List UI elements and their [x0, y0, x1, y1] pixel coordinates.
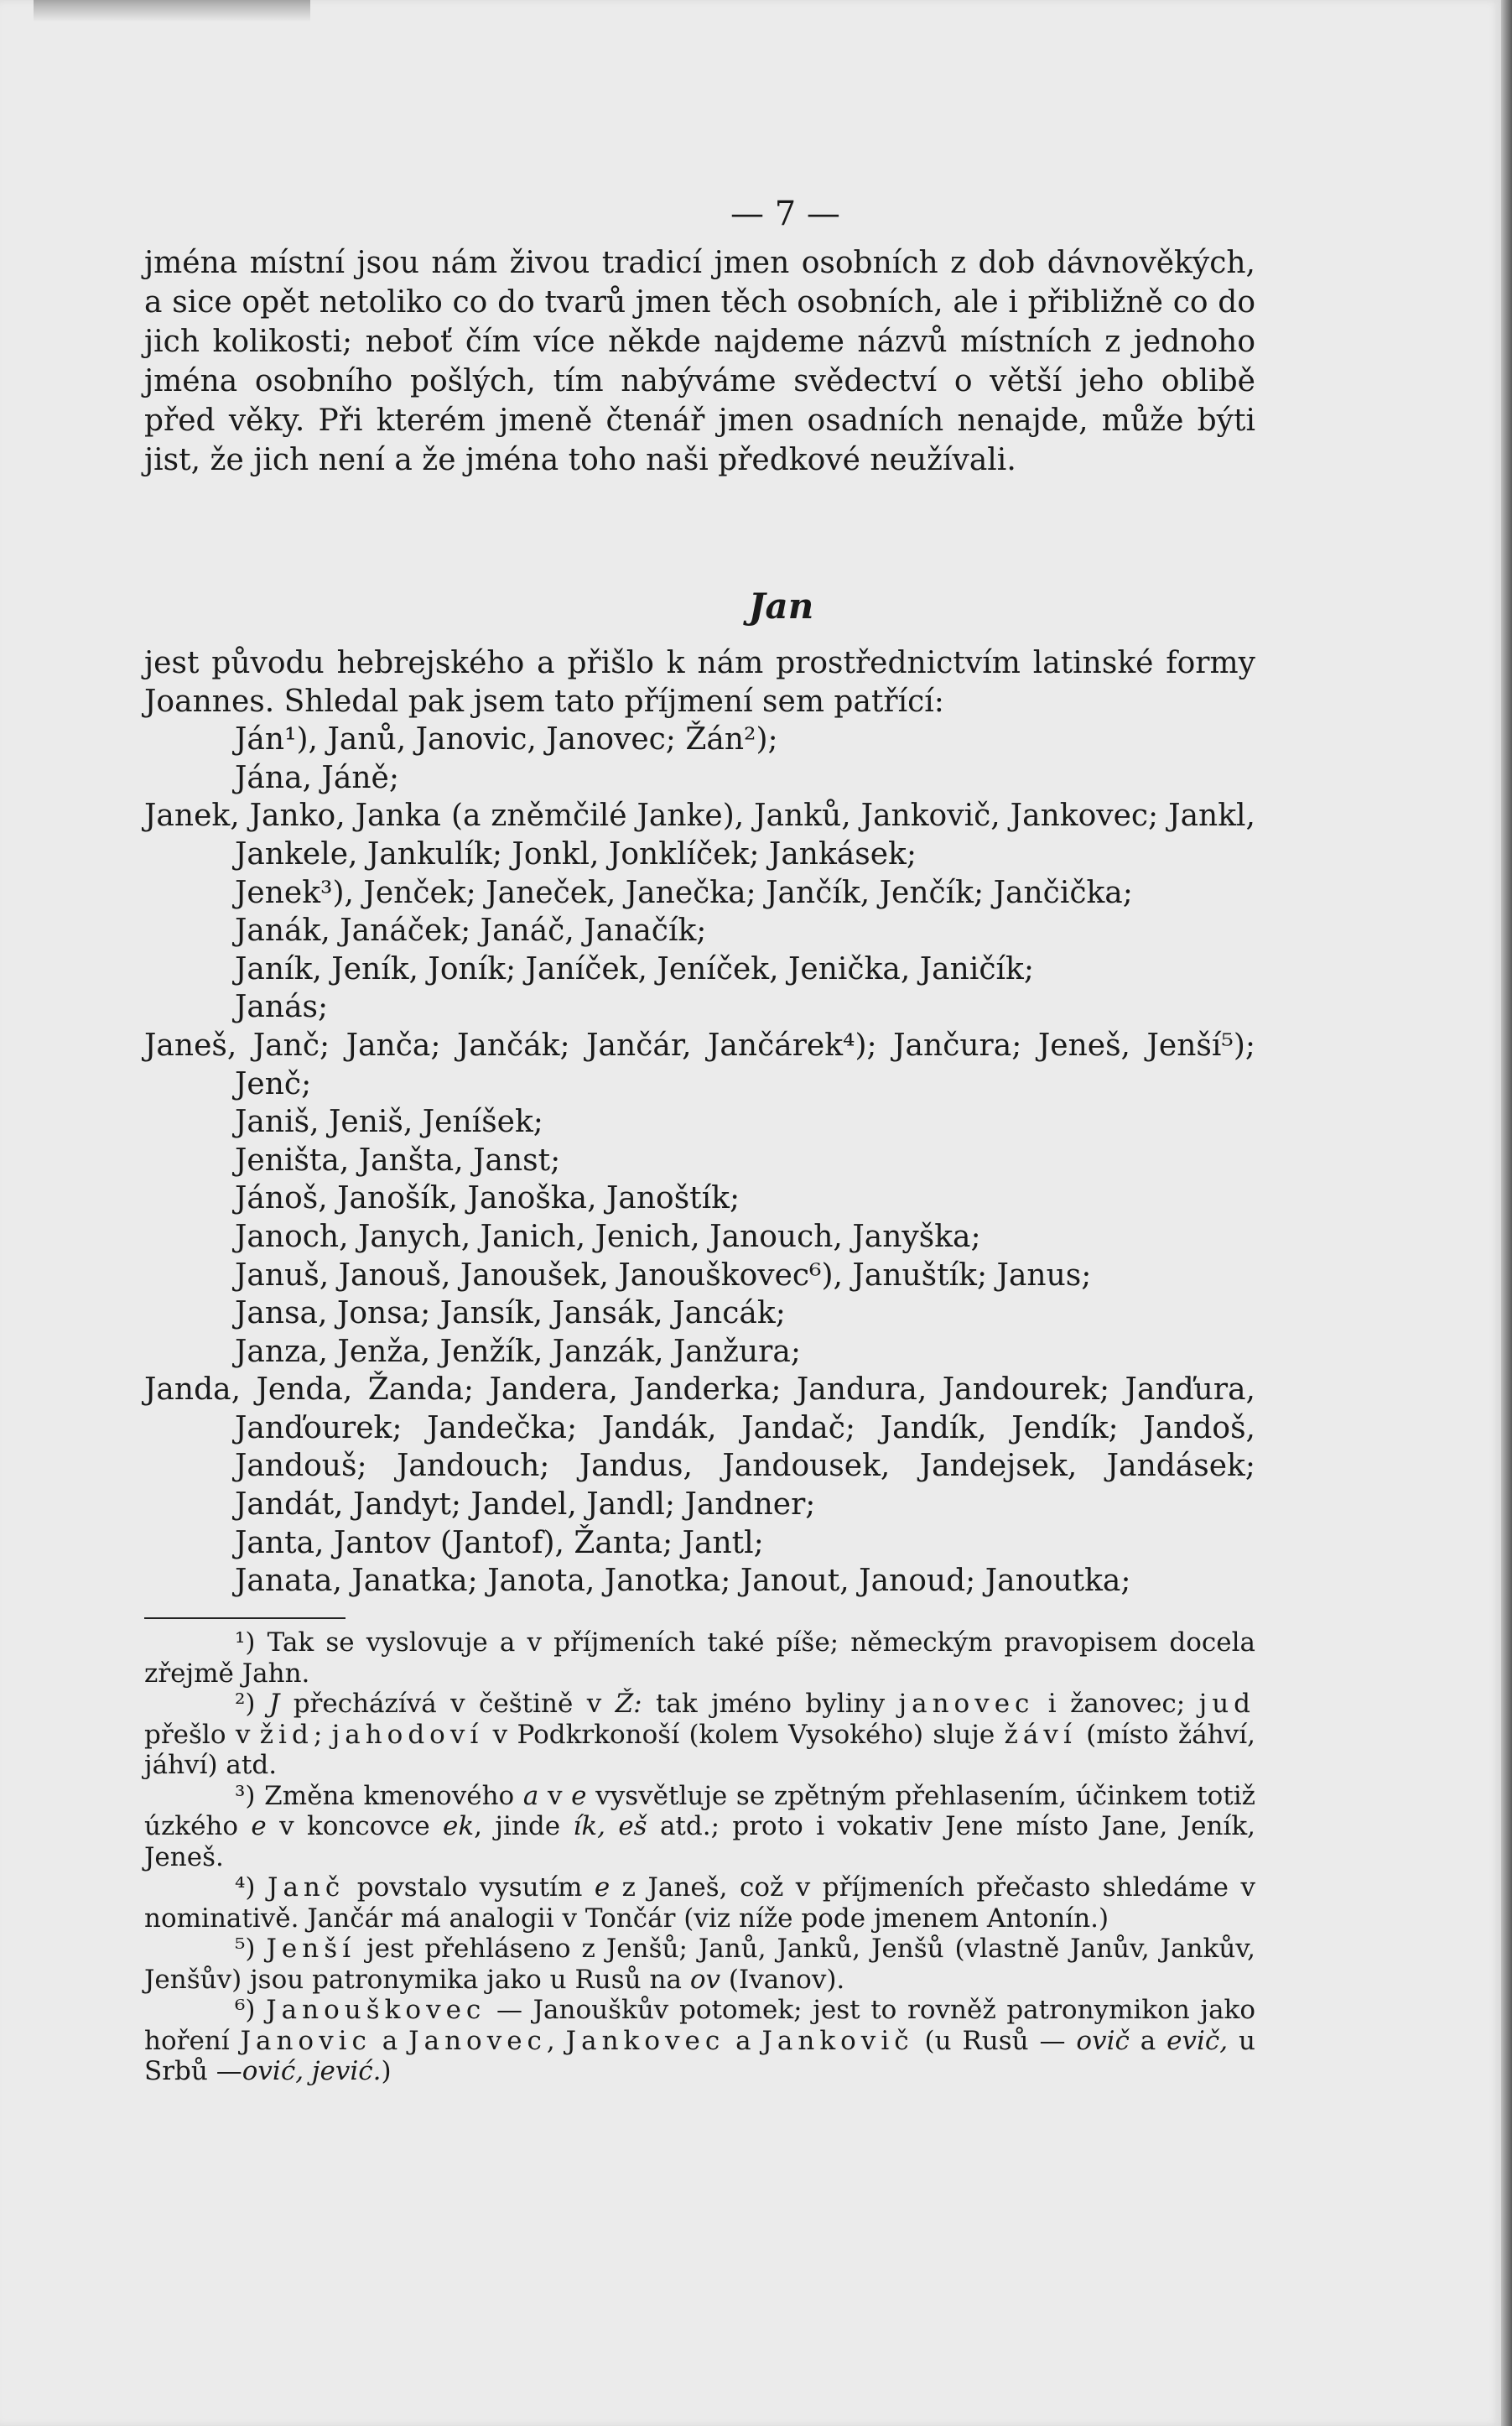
section-heading — [0, 586, 1512, 627]
fn6-span: Janovec — [408, 2025, 547, 2056]
fn5-span: jest přehláseno z Jenšů; Janů, Janků, Jenšů (vlastně Janův, Jankův, Jenšův) jsou patronymika jako u Rusů na — [144, 1934, 1255, 1995]
footnote-2 — [144, 1689, 1255, 1781]
fn4-span: Janč — [268, 1872, 346, 1903]
fn6-span: a — [371, 2025, 409, 2056]
name-lines — [144, 721, 1255, 1601]
fn2-span: žáví — [1004, 1719, 1077, 1750]
fn2-span: tak jméno byliny — [642, 1689, 899, 1719]
intro-paragraph — [144, 243, 1255, 480]
fn2-span: janovec — [898, 1689, 1035, 1719]
fn3-span: v koncovce — [266, 1811, 444, 1841]
fn4-span: povstalo vysutím — [345, 1872, 595, 1903]
fn4-span: ⁴) — [235, 1872, 268, 1903]
fn6-span: ) — [381, 2056, 392, 2086]
fn3-span: , jinde — [474, 1811, 574, 1841]
fn2-span: ; — [1176, 1689, 1199, 1719]
footnote-4 — [144, 1872, 1255, 1934]
name-line: Janta, Jantov (Jantof), Žanta; Jantl; — [235, 1525, 764, 1560]
name-line: Janoch, Janych, Janich, Jenich, Janouch, Janyška; — [235, 1219, 981, 1254]
fn2-span: žid — [259, 1719, 314, 1750]
fn4-span: z Janeš, což v příjmeních přečasto shledáme v nominativě. Jančár má analogii v Tončár (viz níže pode jmenem Antonín.) — [144, 1872, 1255, 1934]
fn5-span: ov — [689, 1964, 720, 1995]
scan-smudge — [34, 0, 310, 22]
footnote-rule — [144, 1617, 346, 1619]
fn5-span: Jenší — [266, 1934, 356, 1964]
fn3-span: ³) Změna kmenového — [235, 1780, 523, 1811]
fn3-span: ík, eš — [573, 1811, 647, 1841]
name-line: Januš, Janouš, Janoušek, Janouškovec⁶), Januštík; Janus; — [235, 1257, 1092, 1293]
fn2-span: i — [1034, 1689, 1071, 1719]
footnote-3 — [144, 1781, 1255, 1873]
footnote-6 — [144, 1995, 1255, 2087]
page-number-text: — 7 — — [730, 195, 840, 233]
name-line: Ján¹), Janů, Janovic, Janovec; Žán²); — [235, 722, 778, 757]
fn3-span: vysvětluje se zpětným přehlasením, účinkem totiž úzkého — [144, 1780, 1255, 1841]
fn2-span: (místo žáhví, jáhví) atd. — [144, 1719, 1255, 1780]
fn3-span: atd.; proto i vokativ Jene místo Jane, Jeník, Jeneš. — [144, 1811, 1255, 1872]
names-section — [144, 644, 1255, 1601]
footnote-2-mark: ²) — [235, 1689, 269, 1719]
intro-text: jména místní jsou nám živou tradicí jmen osobních z dob dávnověkých, a sice opět netoliko co do tvarů jmen těch osobních, ale i přibližně co do jich kolikosti; neboť čím více někde najdeme názvů místních z jednoho jména osobního pošlých, tím nabýváme svědectví o větší jeho oblibě před věky. Při kterém jmeně čtenář jmen osadních nenajde, může býti jist, že jich není a že jména toho naši předkové neužívali. — [144, 246, 1255, 477]
fn6-span: Jankovec — [565, 2025, 725, 2056]
fn6-span: a — [1129, 2025, 1167, 2056]
fn6-span: , — [546, 2025, 566, 2056]
fn6-span: ović, jević. — [242, 2056, 382, 2086]
footnote-1 — [144, 1627, 1255, 1689]
fn6-span: Jankovič — [761, 2025, 914, 2056]
fn2-span: přecházívá v češtině v — [279, 1689, 616, 1719]
fn3-span: e — [571, 1780, 587, 1811]
name-line: Janás; — [235, 990, 329, 1025]
name-line: Janza, Jenža, Jenžík, Janzák, Janžura; — [235, 1334, 801, 1369]
fn3-span: e — [251, 1811, 267, 1841]
fn2-span: přešlo v — [144, 1719, 260, 1750]
fn2-span: žanovec — [1070, 1689, 1177, 1719]
name-line: Janek, Janko, Janka (a zněmčilé Janke), Janků, Jankovič, Jankovec; Jankl, Jankele, Jankulík; Jonkl, Jonklíček; Jankásek; — [144, 799, 1255, 872]
page-number — [0, 195, 1512, 233]
footnote-1-text: ¹) Tak se vyslovuje a v příjmeních také píše; německým pravopisem docela zřejmě Jahn. — [144, 1627, 1255, 1689]
fn6-span: (u Rusů — — [913, 2025, 1077, 2056]
fn6-span: — Janouškův potomek; jest to rovněž patronymikon jako hoření — [144, 1995, 1255, 2056]
name-line: Jána, Jáně; — [235, 760, 399, 795]
name-line: Jenek³), Jenček; Janeček, Janečka; Jančík, Jenčík; Jančička; — [235, 875, 1133, 910]
fn2-span: jud — [1198, 1689, 1256, 1719]
fn2-span: ; — [313, 1719, 332, 1750]
name-line: Janák, Janáček; Janáč, Janačík; — [235, 914, 707, 949]
fn6-span: evič, — [1166, 2025, 1229, 2056]
fn6-span: u Srbů — — [144, 2025, 1255, 2086]
fn2-span: v Podkrkonoší (kolem Vysokého) sluje — [483, 1719, 1005, 1750]
page-edge-shadow — [1501, 0, 1512, 2426]
section-intro: jest původu hebrejského a přišlo k nám prostřednictvím latinské formy Joannes. Shledal pak jsem tato příjmení sem patřící: — [144, 646, 1255, 719]
footnotes — [144, 1627, 1255, 2087]
fn6-span: a — [725, 2025, 762, 2056]
fn4-span: e — [594, 1872, 611, 1903]
name-line: Janík, Jeník, Joník; Janíček, Jeníček, Jenička, Janičík; — [235, 951, 1034, 987]
name-line: Janeš, Janč; Janča; Jančák; Jančár, Jančárek⁴); Jančura; Jeneš, Jenší⁵); Jenč; — [144, 1028, 1255, 1101]
fn6-span: Janovic — [240, 2025, 372, 2056]
name-line: Janiš, Jeniš, Jeníšek; — [235, 1105, 543, 1140]
fn2-span: jahodoví — [331, 1719, 484, 1750]
name-line: Jansa, Jonsa; Jansík, Jansák, Jancák; — [235, 1296, 786, 1331]
fn5-span: ⁵) — [235, 1934, 267, 1964]
fn3-span: a — [522, 1780, 539, 1811]
fn3-span: v — [538, 1780, 572, 1811]
name-line: Jeništa, Janšta, Janst; — [235, 1143, 561, 1178]
fn5-span: (Ivanov). — [720, 1964, 845, 1995]
fn6-span: ⁶) — [235, 1995, 267, 2025]
footnote-5 — [144, 1934, 1255, 1995]
name-line: Janda, Jenda, Žanda; Jandera, Janderka; Jandura, Jandourek; Janďura, Janďourek; Jandečka; Jandák, Jandač; Jandík, Jendík; Jandoš, Jandouš; Jandouch; Jandus, Jandousek, Jandejsek, Jandásek; Jandát, Jandyt; Jandel, Jandl; Jandner; — [144, 1372, 1255, 1523]
name-line: Jánoš, Janošík, Janoška, Janoštík; — [235, 1181, 740, 1216]
fn3-span: ek — [443, 1811, 475, 1841]
fn2-span: Ž: — [615, 1689, 642, 1719]
fn2-span: J — [268, 1689, 280, 1719]
name-line: Janata, Janatka; Janota, Janotka; Janout, Janoud; Janoutka; — [235, 1564, 1131, 1599]
section-heading-text: Jan — [748, 586, 814, 627]
fn6-span: ovič — [1076, 2025, 1130, 2056]
fn6-span: Janouškovec — [266, 1995, 486, 2025]
